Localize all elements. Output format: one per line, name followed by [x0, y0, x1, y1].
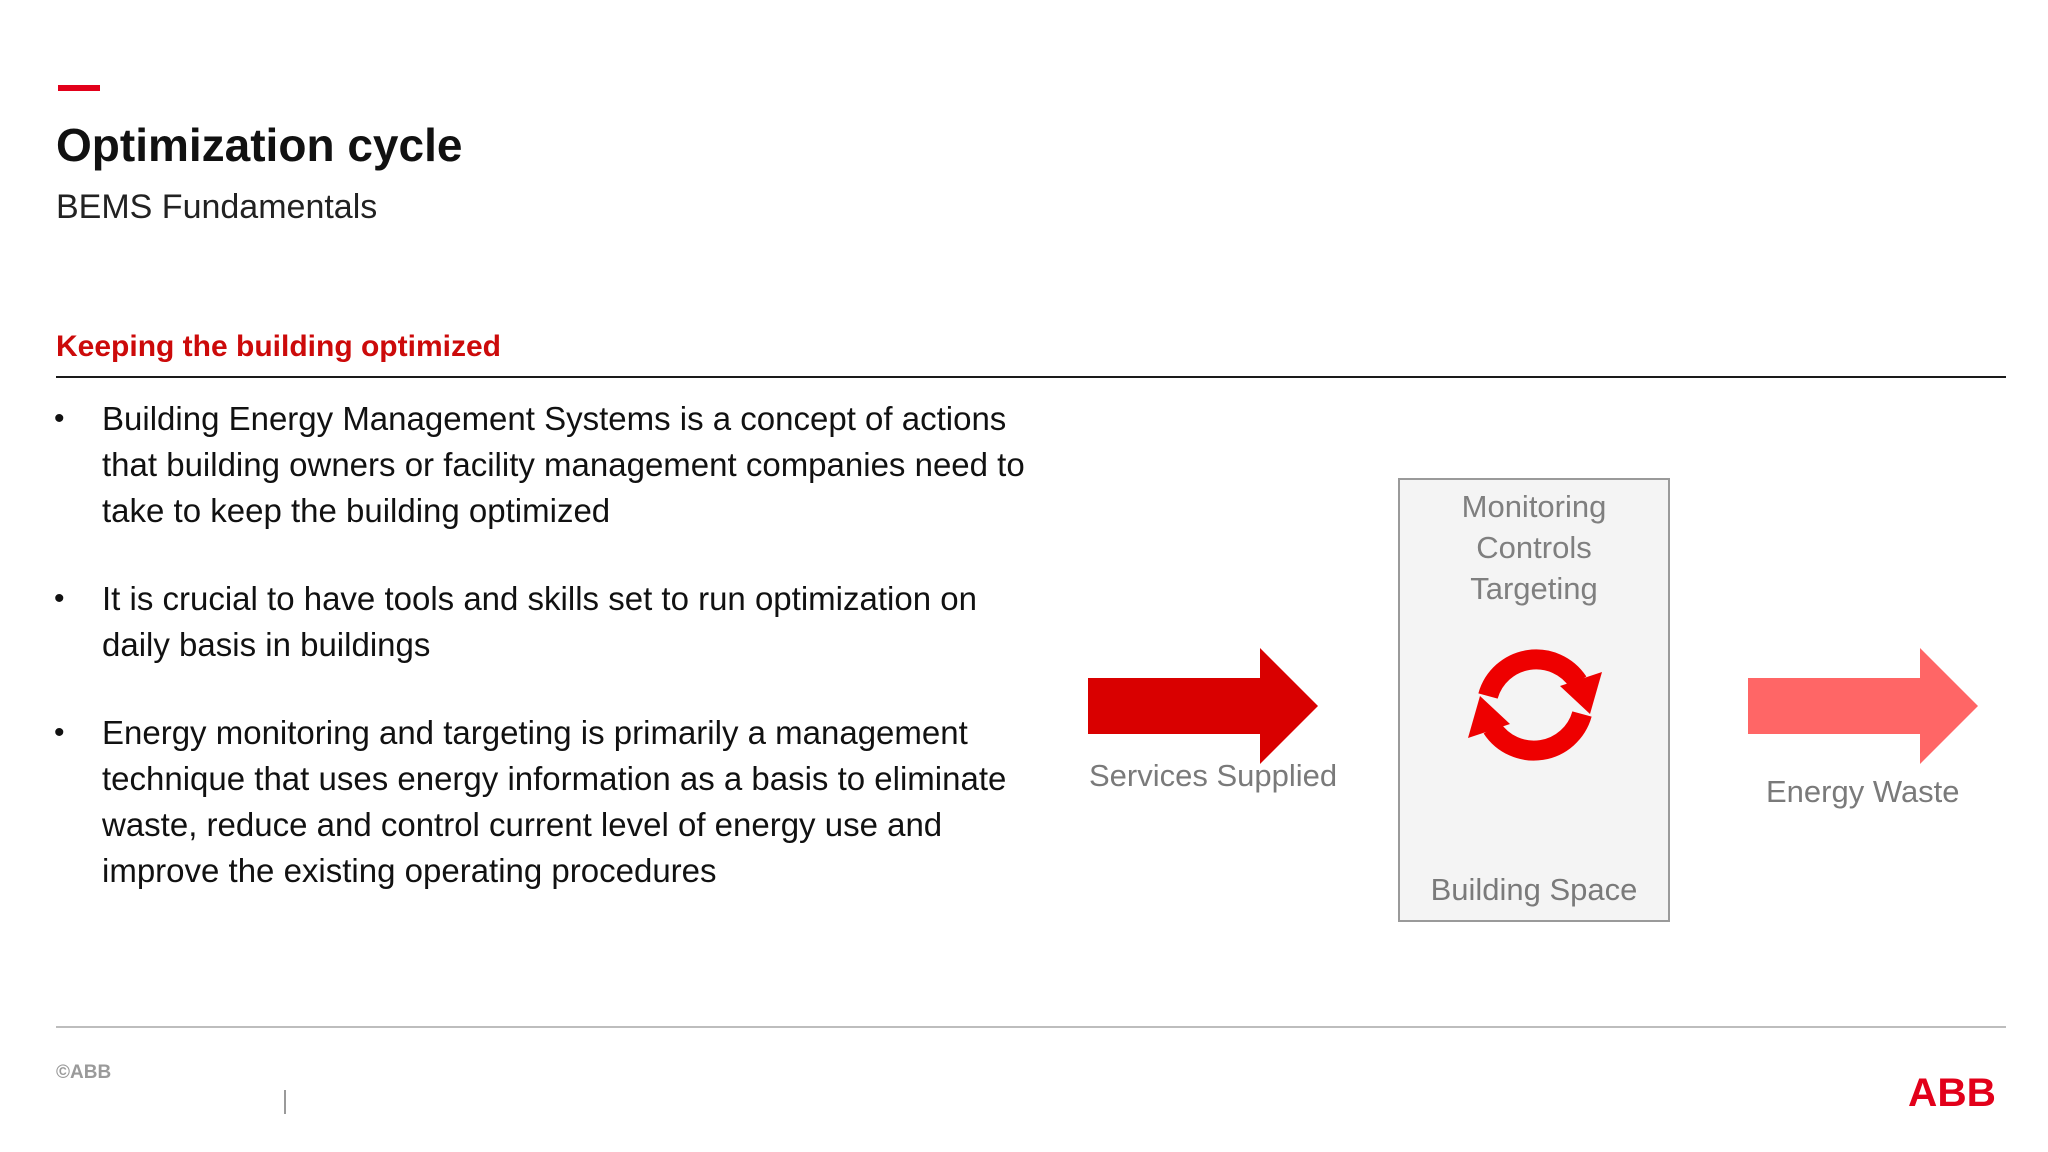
input-arrow-icon — [1088, 648, 1318, 764]
bullet-dot-icon: • — [54, 716, 65, 749]
bullet-dot-icon: • — [54, 402, 65, 435]
bullet-item — [52, 576, 1032, 668]
box-line-monitoring: Monitoring — [1461, 489, 1607, 524]
building-space-label: Building Space — [1430, 872, 1638, 907]
page-title: Optimization cycle — [56, 119, 463, 171]
box-line-targeting: Targeting — [1470, 571, 1598, 606]
bullet-dot-icon: • — [54, 582, 65, 615]
box-line-controls: Controls — [1476, 530, 1592, 565]
box-function-list — [1400, 486, 1668, 609]
building-space-box — [1398, 478, 1670, 922]
footer-separator — [284, 1090, 286, 1114]
bullet-text: Energy monitoring and targeting is primarily a management technique that uses energy information as a basis to eliminate waste, reduce and control current level of energy use and improve the existing operating procedures — [102, 714, 1007, 889]
section-heading: Keeping the building optimized — [56, 330, 501, 363]
services-supplied-label: Services Supplied — [1089, 758, 1338, 793]
output-arrow-icon — [1748, 648, 1978, 764]
copyright-text: ©ABB — [56, 1062, 112, 1083]
section-divider — [56, 376, 2006, 378]
svg-text:ABB: ABB — [1908, 1072, 1996, 1112]
footer-divider — [56, 1026, 2006, 1028]
abb-logo-icon — [1908, 1072, 1998, 1112]
bullet-text: It is crucial to have tools and skills set to run optimization on daily basis in buildings — [102, 580, 977, 663]
energy-waste-label: Energy Waste — [1766, 774, 1960, 809]
bullet-item — [52, 396, 1032, 534]
bullet-list — [52, 396, 1032, 936]
bullet-text: Building Energy Management Systems is a concept of actions that building owners or facility management companies need to take to keep the building optimized — [102, 400, 1025, 529]
title-accent-dash — [58, 85, 100, 91]
bullet-item — [52, 710, 1032, 894]
refresh-cycle-icon — [1460, 640, 1610, 770]
page-subtitle: BEMS Fundamentals — [56, 188, 378, 226]
